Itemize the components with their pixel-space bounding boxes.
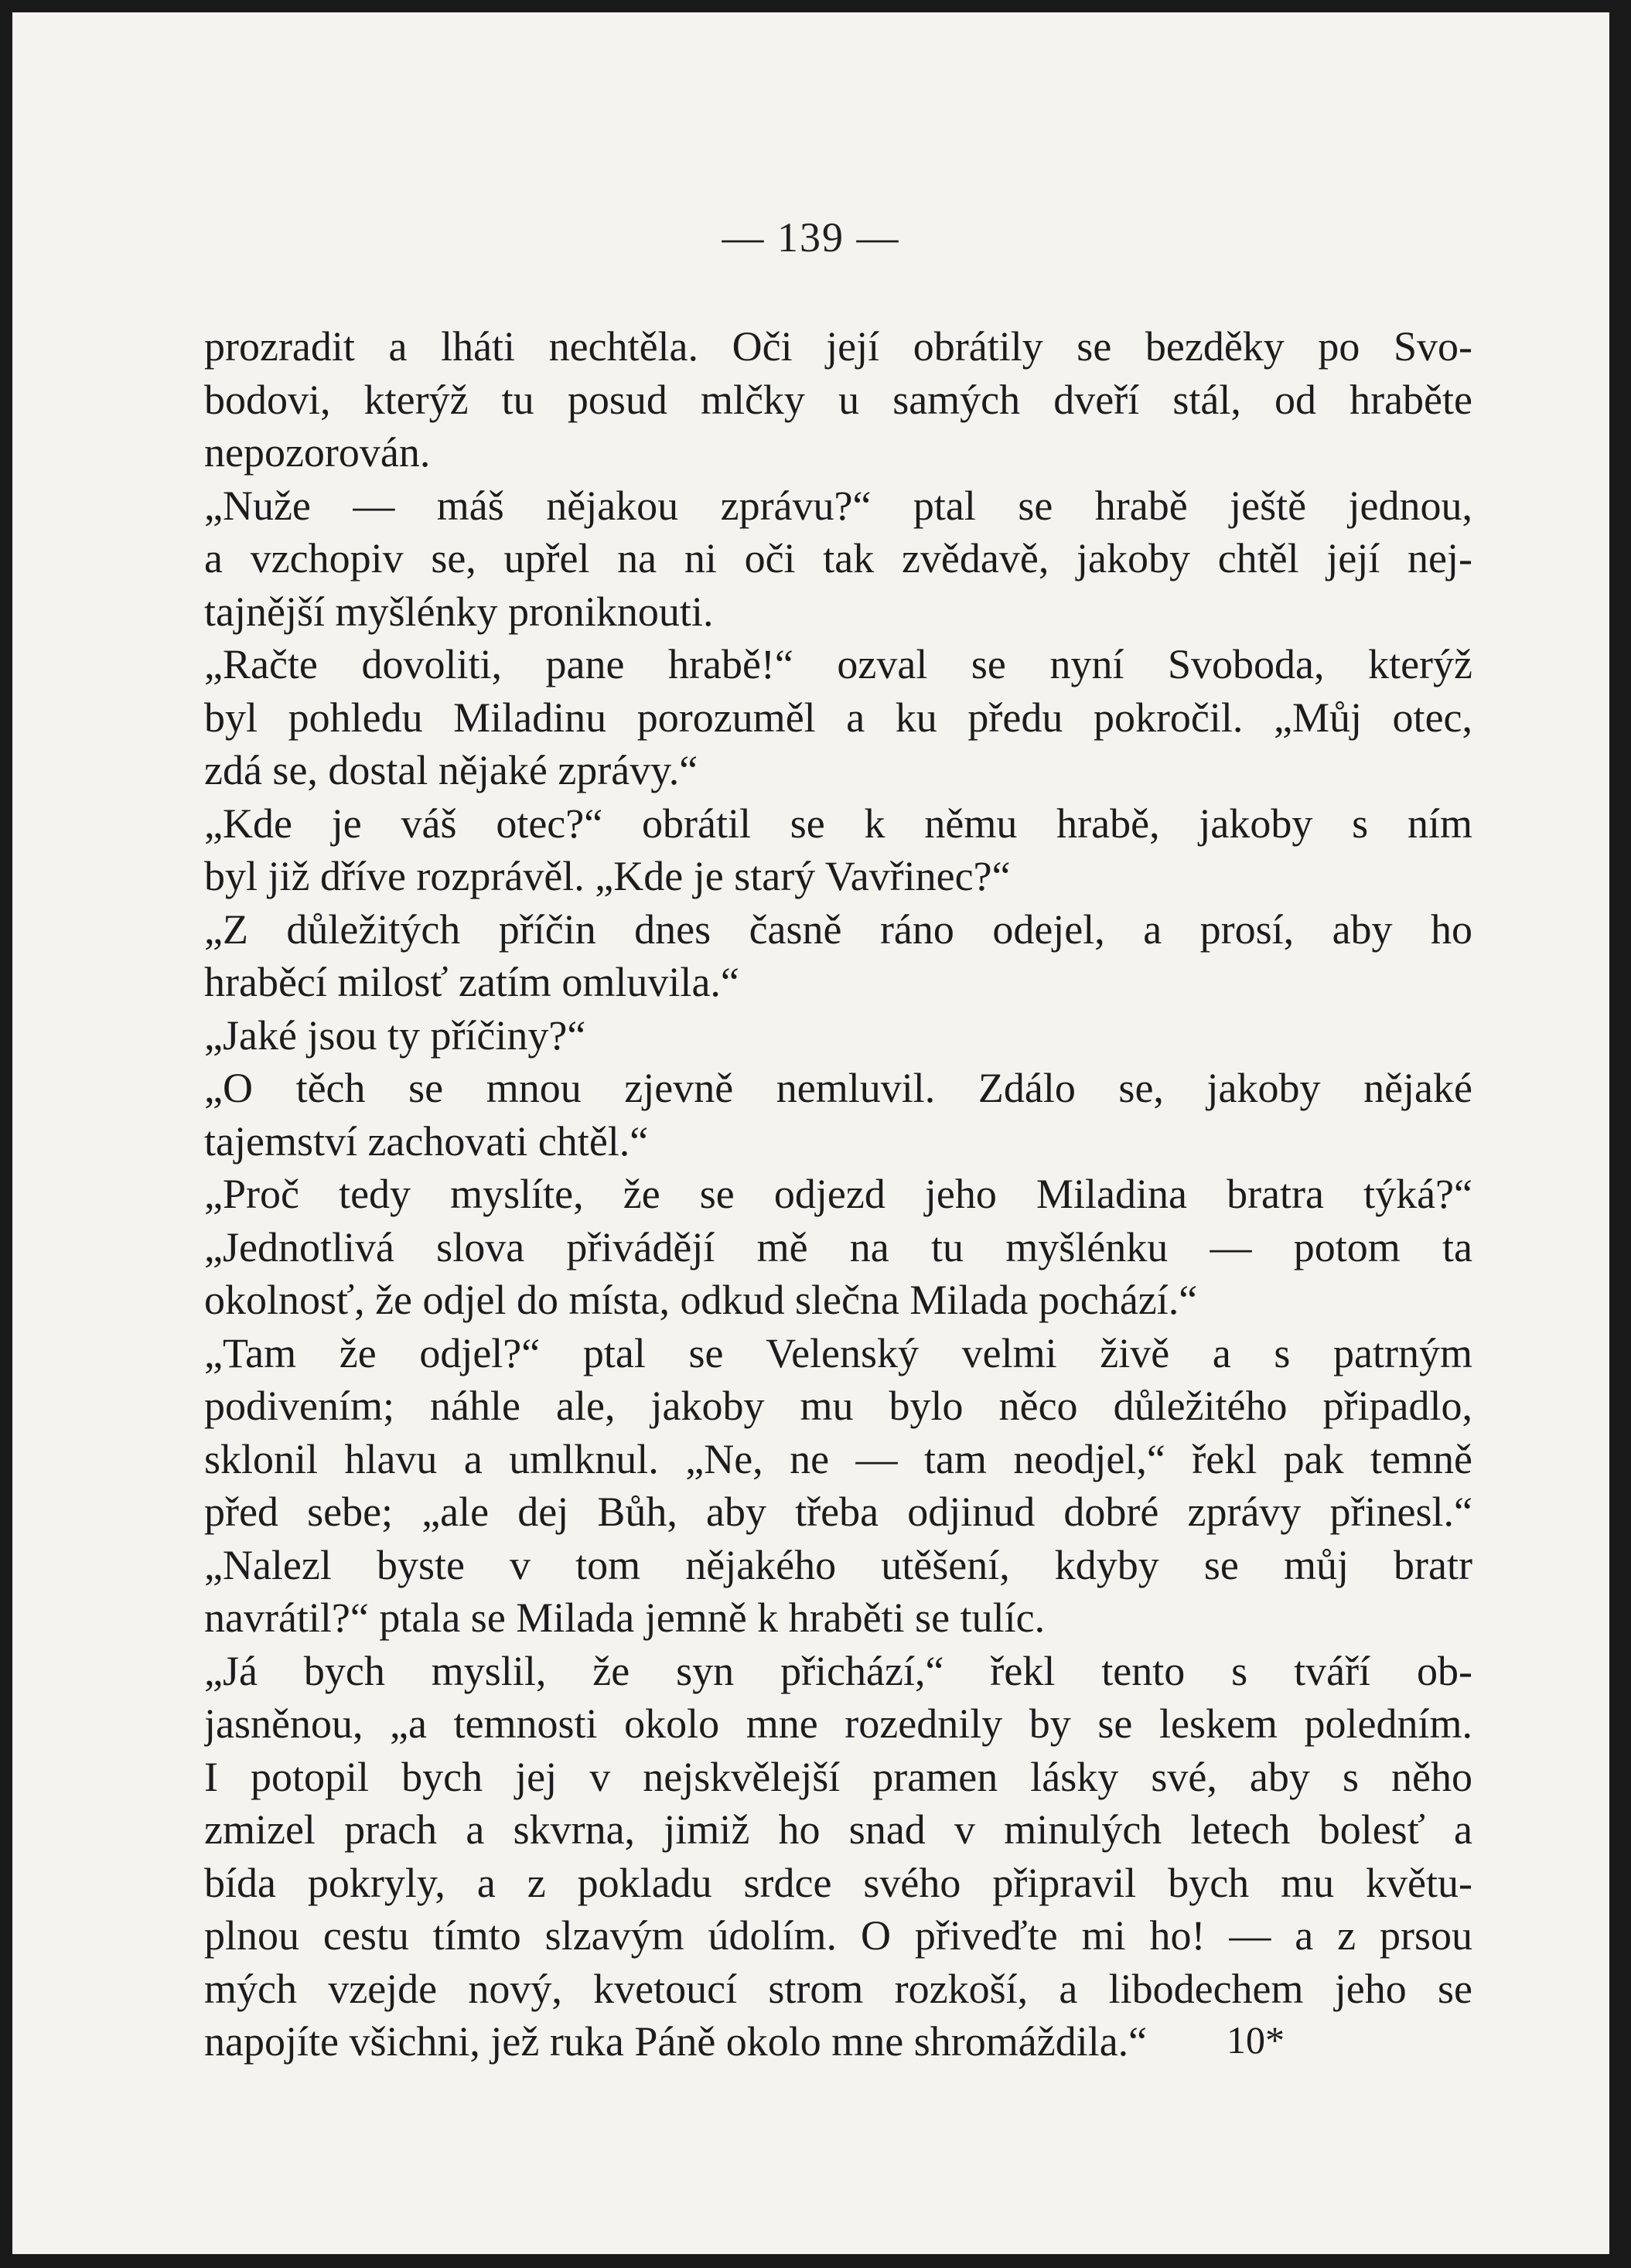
text-line: „Proč tedy myslíte, že se odjezd jeho Miladina bratra týká?“ <box>204 1171 1472 1217</box>
text-line: zdá se, dostal nějaké zprávy.“ <box>204 747 698 793</box>
text-line: navrátil?“ ptala se Milada jemně k hraběti se tulíc. <box>204 1594 1046 1641</box>
text-line: „Račte dovoliti, pane hrabě!“ ozval se nyní Svoboda, kterýž <box>204 641 1472 687</box>
text-line: „Jednotlivá slova přivádějí mě na tu myšlénku — potom ta <box>204 1223 1472 1270</box>
text-line: sklonil hlavu a umlknul. „Ne, ne — tam neodjel,“ řekl pak temně <box>204 1435 1472 1482</box>
text-line: „Nuže — máš nějakou zprávu?“ ptal se hrabě ještě jednou, <box>204 482 1472 529</box>
text-line: nepozorován. <box>204 429 431 476</box>
text-line: I potopil bych jej v nejskvělejší pramen lásky své, aby s něho <box>204 1753 1472 1800</box>
body-text <box>204 320 1472 2068</box>
text-line: napojíte všichni, jež ruka Páně okolo mne shromáždila.“ <box>204 2018 1148 2065</box>
text-line: tajemství zachovati chtěl.“ <box>204 1117 649 1165</box>
text-line: bída pokryly, a z pokladu srdce svého připravil bych mu květu- <box>204 1859 1472 1906</box>
text-line: „Z důležitých příčin dnes časně ráno odejel, a prosí, aby ho <box>204 905 1472 953</box>
text-line: před sebe; „ale dej Bůh, aby třeba odjinud dobré zprávy přinesl.“ <box>204 1489 1472 1535</box>
signature-mark: 10* <box>1227 2018 1285 2062</box>
page-number: — 139 — <box>722 214 900 261</box>
text-line: byl již dříve rozprávěl. „Kde je starý Vavřinec?“ <box>204 853 1011 899</box>
text-line: „Já bych myslil, že syn přichází,“ řekl tento s tváří ob- <box>204 1647 1472 1694</box>
text-line: jasněnou, „a temnosti okolo mne rozednily by se leskem poledním. <box>204 1700 1472 1747</box>
text-line: „Jaké jsou ty příčiny?“ <box>204 1011 586 1059</box>
text-line: byl pohledu Miladinu porozuměl a ku předu pokročil. „Můj otec, <box>204 694 1472 741</box>
text-line: bodovi, kterýž tu posud mlčky u samých dveří stál, od hraběte <box>204 376 1472 423</box>
text-line: hraběcí milosť zatím omluvila.“ <box>204 959 739 1005</box>
text-line: mých vzejde nový, kvetoucí strom rozkoší, a libodechem jeho se <box>204 1965 1472 2012</box>
text-line: zmizel prach a skvrna, jimiž ho snad v minulých letech bolesť a <box>204 1806 1472 1853</box>
text-line: plnou cestu tímto slzavým údolím. O přiveďte mi ho! — a z prsou <box>204 1912 1472 1959</box>
text-line: prozradit a lháti nechtěla. Oči její obrátily se bezděky po Svo- <box>204 323 1472 370</box>
text-line: okolnosť, že odjel do místa, odkud slečna Milada pochází.“ <box>204 1277 1198 1323</box>
text-line: „Tam že odjel?“ ptal se Velenský velmi živě a s patrným <box>204 1329 1472 1376</box>
text-line: tajnější myšlénky proniknouti. <box>204 588 714 635</box>
text-line: podivením; náhle ale, jakoby mu bylo něco důležitého připadlo, <box>204 1383 1472 1429</box>
text-line: „Nalezl byste v tom nějakého utěšení, kdyby se můj bratr <box>204 1541 1472 1588</box>
text-line: a vzchopiv se, upřel na ni oči tak zvědavě, jakoby chtěl její nej- <box>204 535 1472 581</box>
text-line: „O těch se mnou zjevně nemluvil. Zdálo se, jakoby nějaké <box>204 1065 1472 1111</box>
text-line: „Kde je váš otec?“ obrátil se k němu hrabě, jakoby s ním <box>204 800 1472 847</box>
